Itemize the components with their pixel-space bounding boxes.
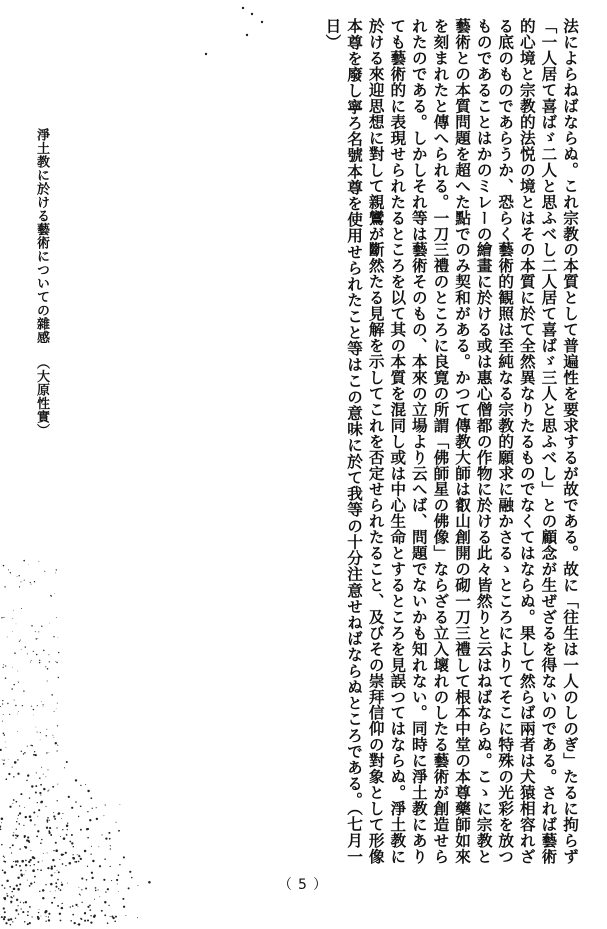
running-head-title: 淨土教に於ける藝術についての雜感: [34, 128, 49, 344]
page-number: [0, 874, 607, 894]
running-head: [32, 128, 51, 548]
body-paragraph-text: 法によらねばならぬ。これ宗教の本質として普遍性を要求するが故である。故に「往生は一人のしのぎ」たるに拘らず「一人居て喜ばゞ二人と思ふべし二人居て喜ばゞ三人と思ふべし」との顧念が生ぜざるを得ないのである。されば藝術的心境と宗教的法悦の境とはその本質に於て全然異なりたるものでなくてはならぬ。果して然らば兩者は犬猿相容れざる底のものであらうか、恐らく藝術的観照は至純なる宗教的願求に融かさるゝところによりてそこに特殊の光彩を放つものであることはかのミレーの繪畫に於ける或は惠心僧都の作物に於ける此々皆然りと云はねばならぬ。こゝに宗教と藝術との本質問題を超へた點でのみ契和がある。かつて傳教大師は叡山創開の砌一刀三禮して根本中堂の本尊藥師如來を刻まれたと傳へられる。一刀三禮のところに良寛の所謂「佛師星の佛像」ならざる立入壞れのしたる藝術が創造せられたのである。しかしそれ等は藝術そのもの、本來の立場より云へば、問題でないかも知れない。同時に淨土教にありても藝術的に表現せられたるところを以て其の本質を混同し或は中心生命とするところを見誤つてはならぬ。淨土教に於ける來迎思想に對して親鸞が斷然たる見解を示してこれを否定せられたること、及びその崇拜信仰の對象として形像本尊を廢し寧ろ名號本尊を使用せられたこと等はこの意味に於て我等の十分注意せねばならぬところである。: [345, 18, 580, 864]
body-text-column: [319, 18, 581, 864]
page-number-value: 5: [298, 877, 309, 893]
page-number-close: ）: [312, 877, 329, 893]
date-note: （七月一日）: [323, 18, 365, 864]
running-head-author: （大原性實）: [34, 356, 49, 437]
body-paragraph: [322, 18, 581, 864]
page-number-open: （: [278, 877, 295, 893]
